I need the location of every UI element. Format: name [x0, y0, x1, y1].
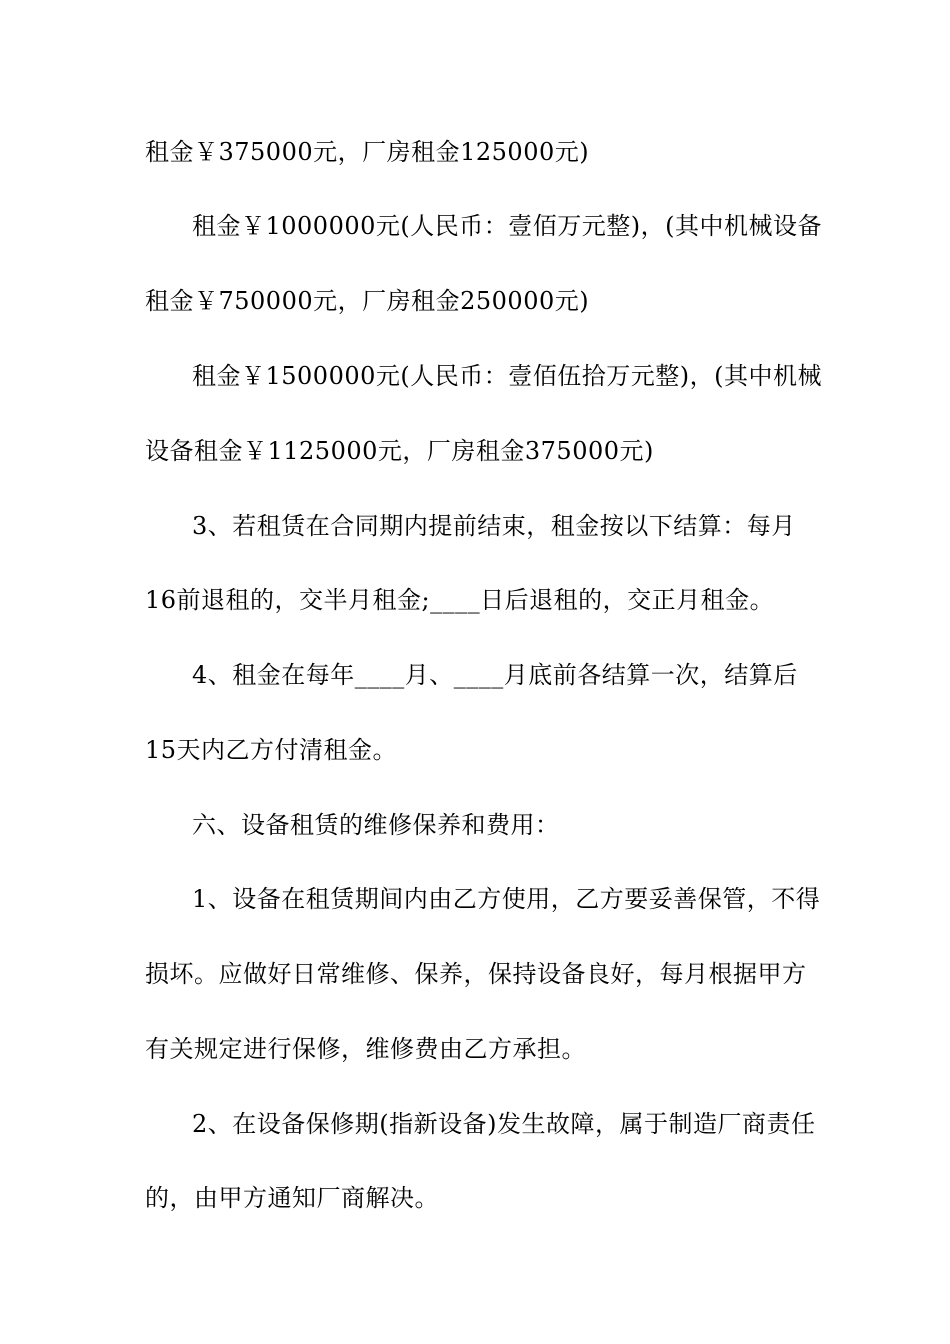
text-line-3: 租金￥750000元，厂房租金250000元) [145, 287, 590, 315]
text-line-8: 4、租金在每年____月、____月底前各结算一次，结算后 [192, 661, 798, 689]
text-line-11: 1、设备在租赁期间内由乙方使用，乙方要妥善保管，不得 [192, 885, 821, 913]
text-line-13: 有关规定进行保修，维修费由乙方承担。 [145, 1035, 586, 1063]
text-line-2: 租金￥1000000元(人民币：壹佰万元整)，(其中机械设备 [192, 212, 822, 240]
text-line-14: 2、在设备保修期(指新设备)发生故障，属于制造厂商责任 [192, 1110, 816, 1138]
text-line-1: 租金￥375000元，厂房租金125000元) [145, 138, 590, 166]
text-line-7: 16前退租的，交半月租金;____日后退租的，交正月租金。 [145, 586, 775, 614]
text-line-4: 租金￥1500000元(人民币：壹佰伍拾万元整)，(其中机械 [192, 362, 822, 390]
text-line-5: 设备租金￥1125000元，厂房租金375000元) [145, 437, 654, 465]
text-line-6: 3、若租赁在合同期内提前结束，租金按以下结算：每月 [192, 512, 796, 540]
text-line-12: 损坏。应做好日常维修、保养，保持设备良好，每月根据甲方 [145, 960, 807, 988]
section-heading: 六、设备租赁的维修保养和费用： [192, 811, 560, 839]
text-line-9: 15天内乙方付清租金。 [145, 736, 398, 764]
text-line-15: 的，由甲方通知厂商解决。 [145, 1184, 439, 1212]
